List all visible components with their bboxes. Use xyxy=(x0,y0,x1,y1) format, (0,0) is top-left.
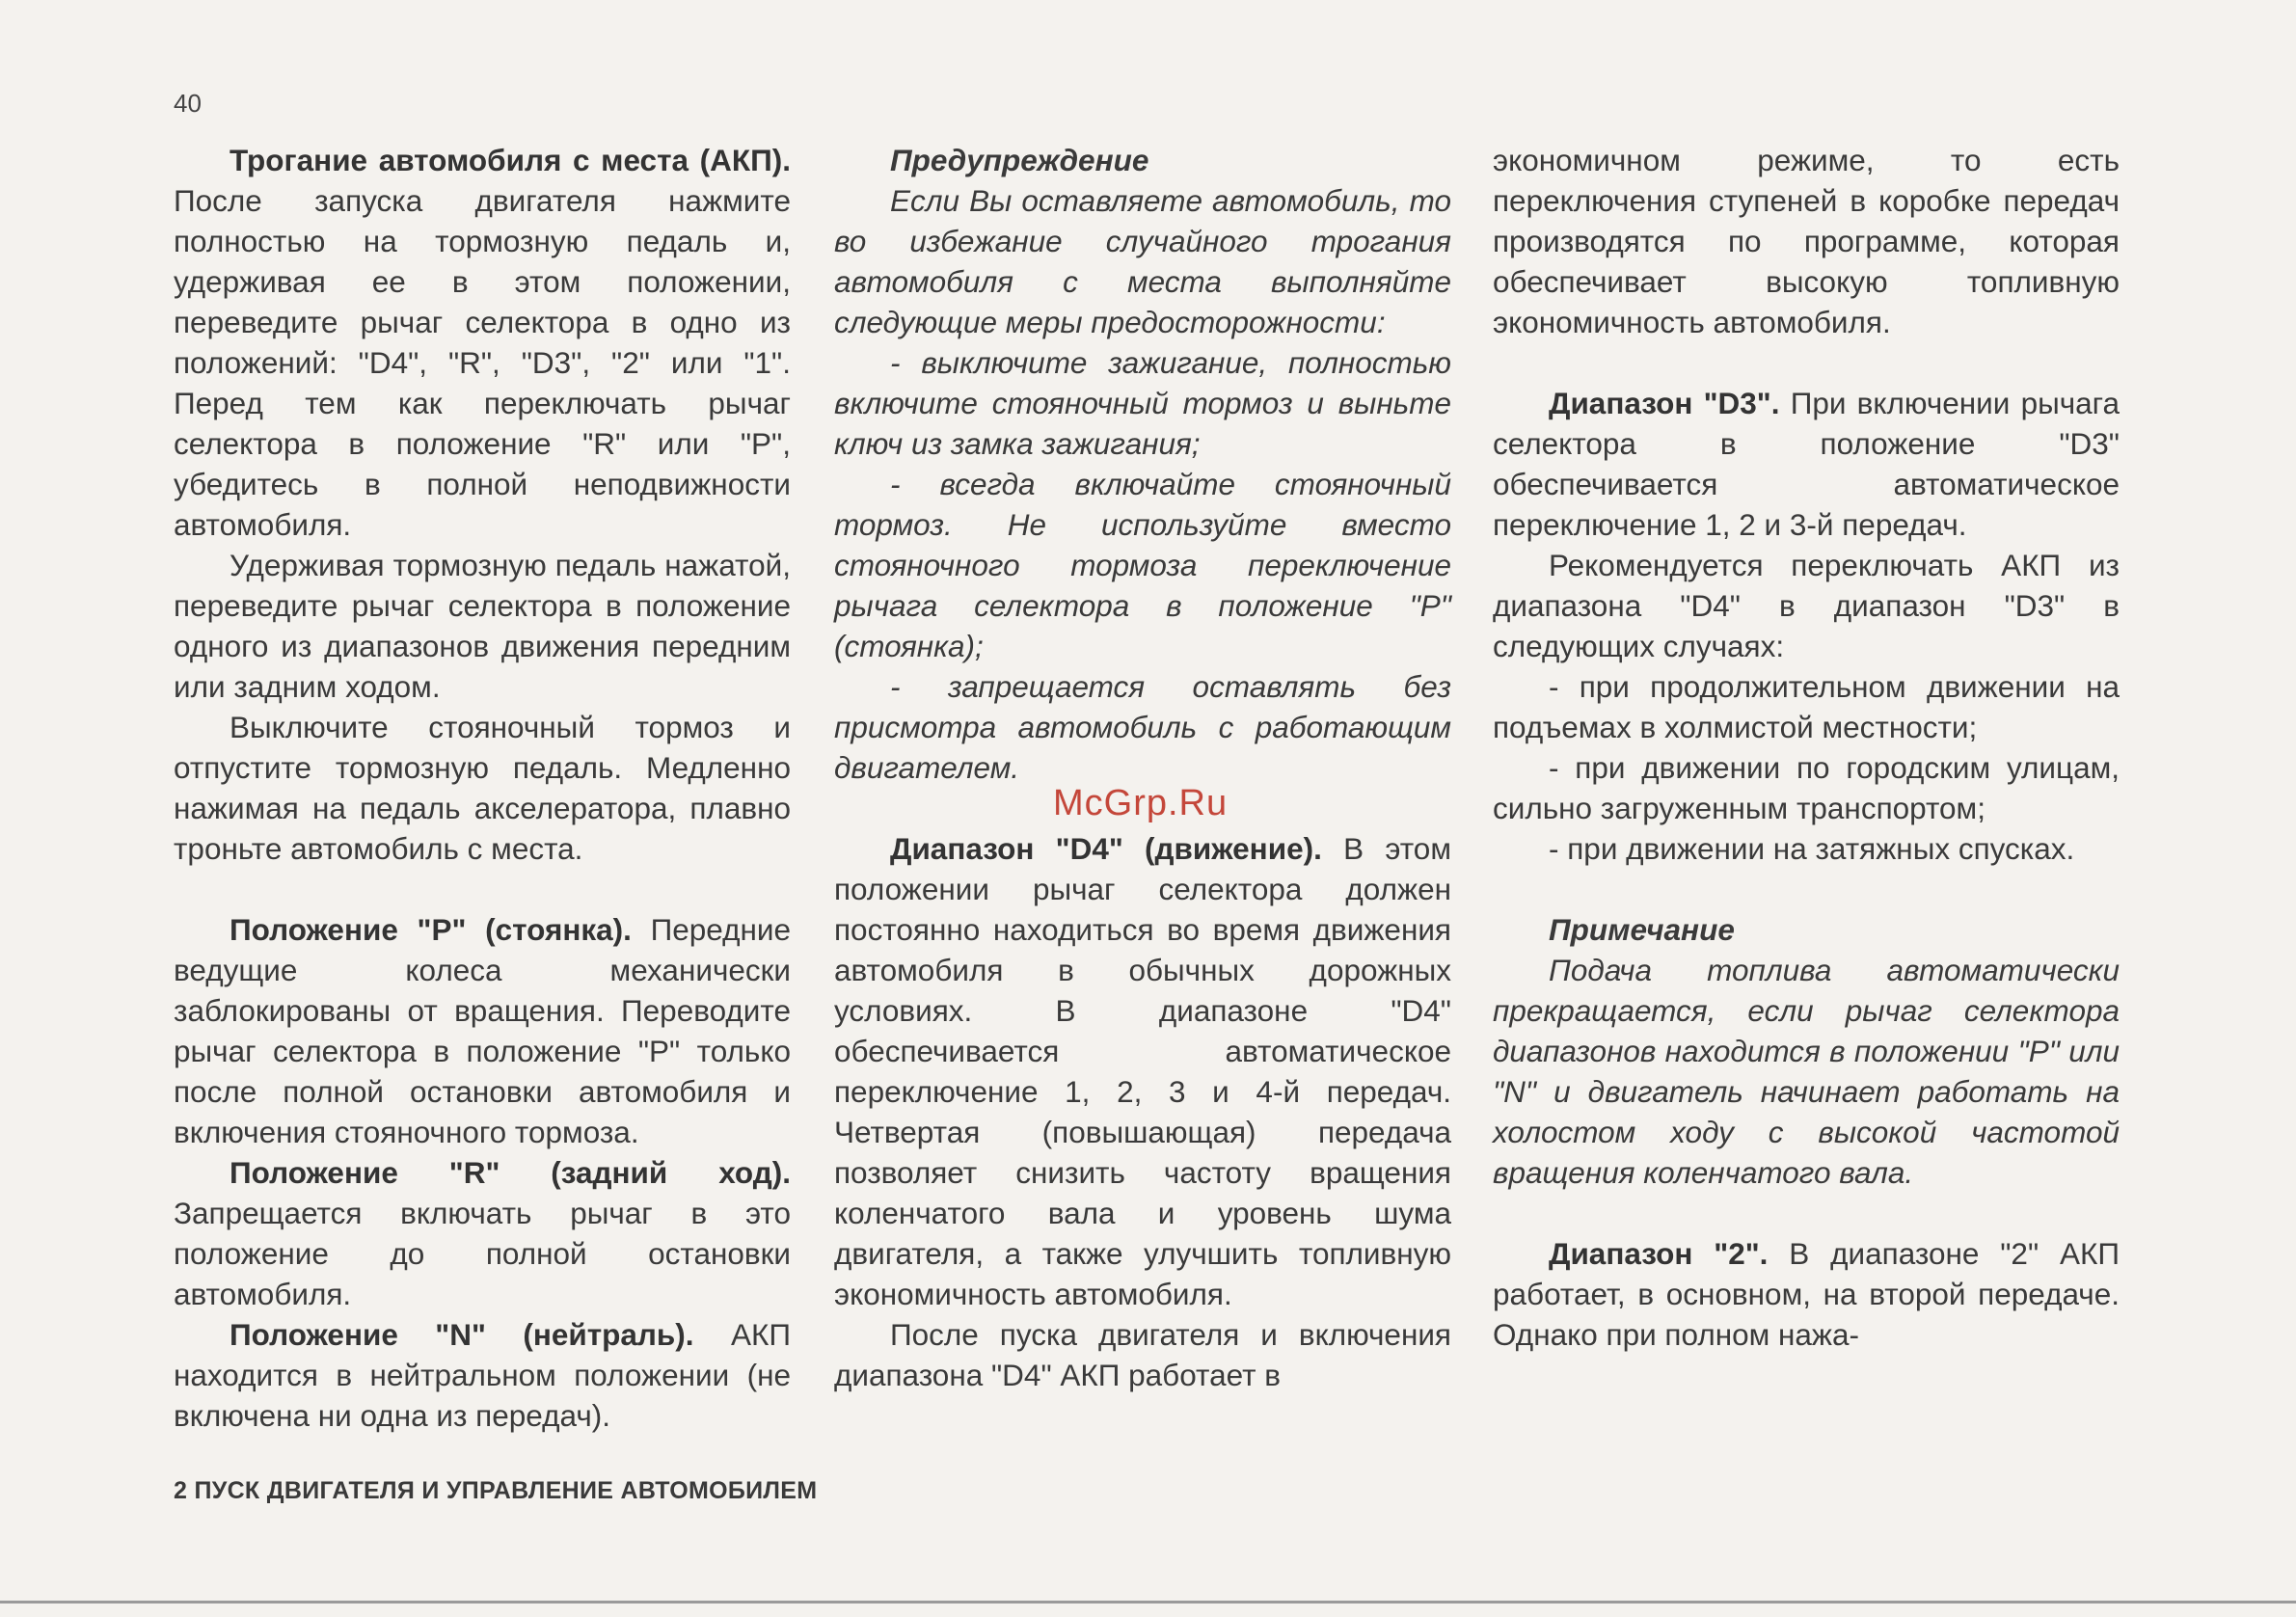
paragraph-text: АКП находится в нейтральном положении (не включена ни одна из передач). xyxy=(174,1317,791,1433)
paragraph-text: В диапазоне "2" АКП работает, в основном, на второй передаче. Однако при полном нажа- xyxy=(1493,1236,2120,1352)
paragraph: Рекомендуется переключать АКП из диапазона "D4" в диапазон "D3" в следующих случаях: xyxy=(1493,548,2120,663)
paragraph xyxy=(174,1314,791,1436)
paragraph-heading: Трогание автомобиля с места (АКП). xyxy=(230,143,791,177)
column-3 xyxy=(1493,140,2120,1355)
column-1 xyxy=(174,140,791,1436)
paragraph xyxy=(834,828,1451,1314)
paragraph: Выключите стояночный тормоз и отпустите тормозную педаль. Медленно нажимая на педаль акселератора, плавно троньте автомобиль с места. xyxy=(174,710,791,866)
page-number: 40 xyxy=(174,89,202,118)
paragraph xyxy=(174,1152,791,1314)
paragraph-heading: Диапазон "D4" (движение). xyxy=(890,831,1322,866)
paragraph xyxy=(174,140,791,545)
bottom-divider xyxy=(0,1601,2296,1604)
watermark-text: McGrp.Ru xyxy=(1053,783,1229,823)
paragraph-text: Запрещается включать рычаг в это положение до полной остановки автомобиля. xyxy=(174,1196,791,1311)
paragraph xyxy=(1493,383,2120,545)
list-item: - при продолжительном движении на подъемах в холмистой местности; xyxy=(1493,669,2120,744)
section-footer: 2 ПУСК ДВИГАТЕЛЯ И УПРАВЛЕНИЕ АВТОМОБИЛЕМ xyxy=(174,1477,818,1504)
warning-title: Предупреждение xyxy=(890,143,1149,177)
list-item: - при движении на затяжных спусках. xyxy=(1549,831,2075,866)
note-title: Примечание xyxy=(1549,912,1735,947)
paragraph: После пуска двигателя и включения диапазона "D4" АКП работает в xyxy=(834,1317,1451,1392)
paragraph-heading: Диапазон "2". xyxy=(1549,1236,1769,1271)
list-item: - при движении по городским улицам, сильно загруженным транспортом; xyxy=(1493,750,2120,825)
paragraph-heading: Диапазон "D3". xyxy=(1549,386,1780,420)
warning-text: - всегда включайте стояночный тормоз. Не используйте вместо стояночного тормоза переключение рычага селектора в положение "P" (стоянка); xyxy=(834,467,1451,663)
note-text: Подача топлива автоматически прекращается, если рычаг селектора диапазонов находится в положении "P" или "N" и двигатель начинает работать на холостом ходу с высокой частотой вращения коленчатого вала. xyxy=(1493,953,2120,1190)
paragraph-heading: Положение "R" (задний ход). xyxy=(230,1155,791,1190)
warning-text: - запрещается оставлять без присмотра автомобиль с работающим двигателем. xyxy=(834,669,1451,785)
paragraph-heading: Положение "N" (нейтраль). xyxy=(230,1317,694,1352)
paragraph: Удерживая тормозную педаль нажатой, переведите рычаг селектора в положение одного из диапазонов движения передним или задним ходом. xyxy=(174,548,791,704)
column-2 xyxy=(834,140,1451,1395)
paragraph-text: В этом положении рычаг селектора должен постоянно находиться во время движения автомобиля в обычных дорожных условиях. В диапазоне "D4" обеспечивается автоматическое переключение 1, 2, 3 и 4-й передач. Четвертая (повышающая) передача позволяет снизить частоту вращения коленчатого вала и уровень шума двигателя, а также улучшить топливную экономичность автомобиля. xyxy=(834,831,1451,1311)
paragraph-text: При включении рычага селектора в положение "D3" обеспечивается автоматическое переключение 1, 2 и 3-й передач. xyxy=(1493,386,2120,542)
warning-text: Если Вы оставляете автомобиль, то во избежание случайного трогания автомобиля с места выполняйте следующие меры предосторожности: xyxy=(834,183,1451,339)
warning-text: - выключите зажигание, полностью включите стояночный тормоз и выньте ключ из замка зажигания; xyxy=(834,345,1451,461)
paragraph-text: После запуска двигателя нажмите полностью на тормозную педаль и, удерживая ее в этом положении, переведите рычаг селектора в одно из положений: "D4", "R", "D3", "2" или "1". Перед тем как переключать рычаг селектора в положение "R" или "P", убедитесь в полной неподвижности автомобиля. xyxy=(174,183,791,542)
paragraph-text: Передние ведущие колеса механически заблокированы от вращения. Переводите рычаг селектора в положение "P" только после полной остановки автомобиля и включения стояночного тормоза. xyxy=(174,912,791,1149)
paragraph xyxy=(1493,1233,2120,1355)
paragraph xyxy=(174,909,791,1152)
paragraph: экономичном режиме, то есть переключения ступеней в коробке передач производятся по программе, которая обеспечивает высокую топливную экономичность автомобиля. xyxy=(1493,143,2120,339)
paragraph-heading: Положение "P" (стоянка). xyxy=(230,912,632,947)
